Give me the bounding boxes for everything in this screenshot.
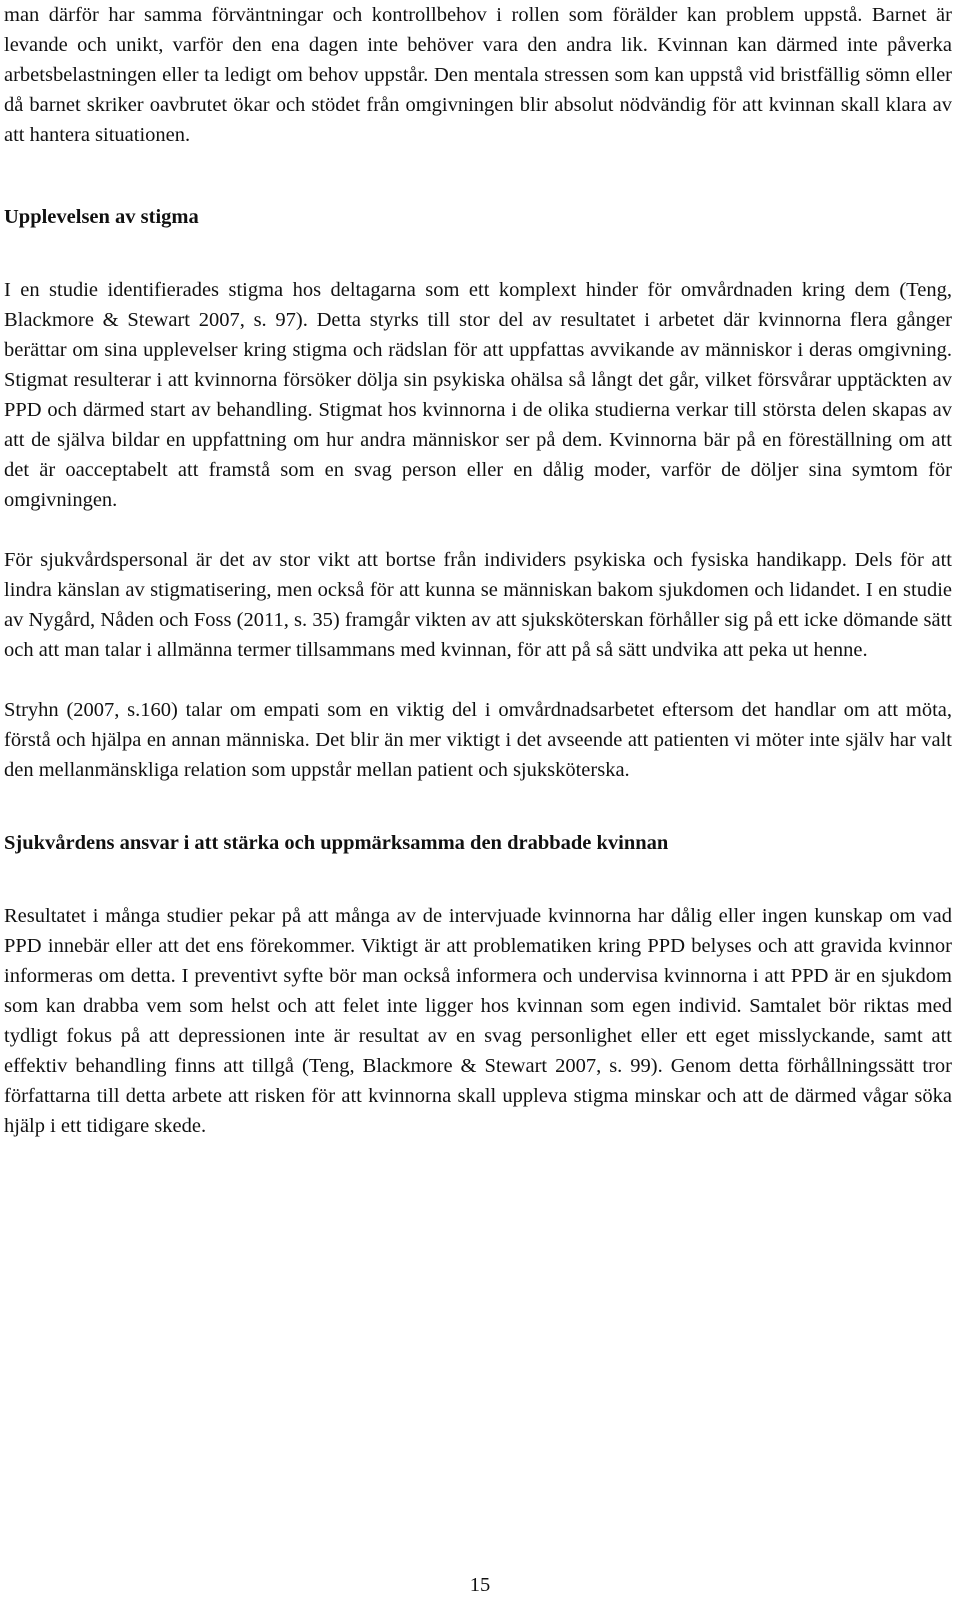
document-page — [4, 0, 952, 1141]
section-heading: Upplevelsen av stigma — [4, 206, 199, 228]
page-number: 15 — [469, 1574, 491, 1596]
body-paragraph: Resultatet i många studier pekar på att många av de intervjuade kvinnorna har dålig eller ingen kunskap om vad PPD innebär eller att det ens förekommer. Viktigt är att problematiken kring PPD belyses och att gravida kvinnor informeras om detta. I preventivt syfte bör man också informera och undervisa kvinnorna i att PPD är en sjukdom som kan drabba vem som helst och att felet inte ligger hos kvinnan som egen individ. Samtalet bör riktas med tydligt fokus på att depressionen inte är resultat av en svag personlighet eller ett eget misslyckande, samt att effektiv behandling finns att tillgå (Teng, Blackmore & Stewart 2007, s. 99). Genom detta förhållningssätt tror författarna till detta arbete att risken för att kvinnorna skall uppleva stigma minskar och att de därmed vågar söka hjälp i ett tidigare skede. — [4, 905, 952, 1137]
body-paragraph: Stryhn (2007, s.160) talar om empati som en viktig del i omvårdnadsarbetet eftersom det handlar om att möta, förstå och hjälpa en annan människa. Det blir än mer viktigt i det avseende att patienten vi möter inte själv har valt den mellanmänskliga relation som uppstår mellan patient och sjuksköterska. — [4, 699, 952, 781]
section-heading: Sjukvårdens ansvar i att stärka och uppmärksamma den drabbade kvinnan — [4, 832, 669, 854]
body-paragraph: För sjukvårdspersonal är det av stor vikt att bortse från individers psykiska och fysiska handikapp. Dels för att lindra känslan av stigmatisering, men också för att kunna se människan bakom sjukdomen och lidandet. I en studie av Nygård, Nåden och Foss (2011, s. 35) framgår vikten av att sjuksköterskan förhåller sig på ett icke dömande sätt och att man talar i allmänna termer tillsammans med kvinnan, för att på så sätt undvika att peka ut henne. — [4, 549, 952, 661]
body-paragraph: I en studie identifierades stigma hos deltagarna som ett komplext hinder för omvårdnaden kring dem (Teng, Blackmore & Stewart 2007, s. 97). Detta styrks till stor del av resultatet i arbetet där kvinnorna flera gånger berättar om sina upplevelser kring stigma och rädslan för att uppfattas avvikande av människor i deras omgivning. Stigmat resulterar i att kvinnorna försöker dölja sin psykiska ohälsa så långt det går, vilket försvårar upptäckten av PPD och därmed start av behandling. Stigmat hos kvinnorna i de olika studierna verkar till största delen skapas av att de själva bildar en uppfattning om hur andra människor ser på dem. Kvinnorna bär på en föreställning om att det är oacceptabelt att framstå som en svag person eller en dålig moder, varför de döljer sina symtom för omgivningen. — [4, 279, 952, 511]
body-paragraph: man därför har samma förväntningar och kontrollbehov i rollen som förälder kan problem uppstå. Barnet är levande och unikt, varför den ena dagen inte behöver vara den andra lik. Kvinnan kan därmed inte påverka arbetsbelastningen eller ta ledigt om behov uppstår. Den mentala stressen som kan uppstå vid bristfällig sömn eller då barnet skriker oavbrutet ökar och stödet från omgivningen blir absolut nödvändig för att kvinnan skall klara av att hantera situationen. — [4, 4, 952, 146]
